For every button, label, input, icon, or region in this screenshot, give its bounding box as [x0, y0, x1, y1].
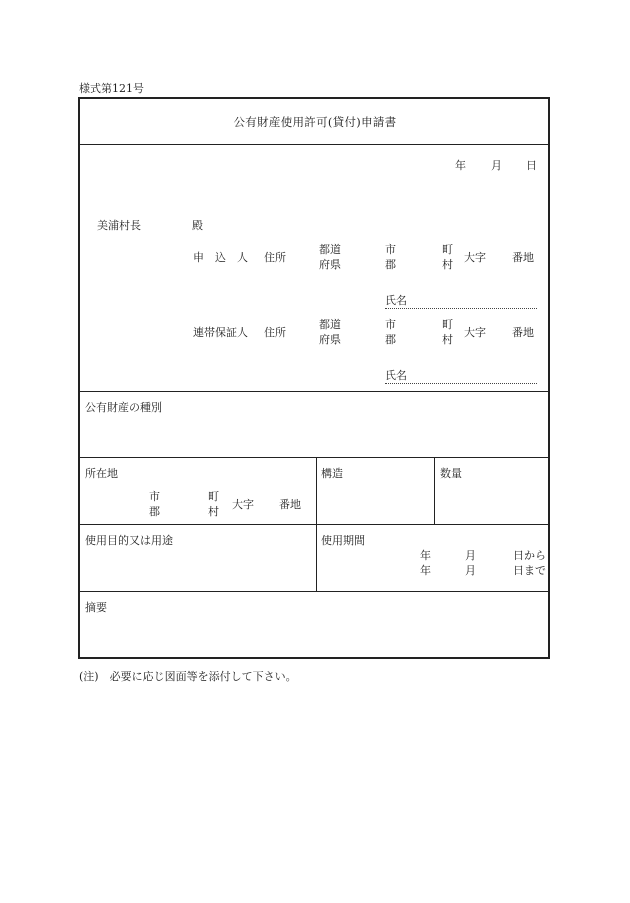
purpose-label: 使用目的又は用途: [85, 534, 173, 547]
divider: [80, 457, 550, 458]
applicant-name-label: 氏名: [385, 294, 407, 307]
guarantor-town-label-2: 村: [442, 333, 453, 346]
guarantor-oaza-label: 大字: [464, 326, 486, 339]
guarantor-prefecture-label-2: 府県: [319, 333, 341, 346]
applicant-address-label: 住所: [264, 251, 286, 264]
applicant-banchi-label: 番地: [512, 251, 534, 264]
applicant-oaza-label: 大字: [464, 251, 486, 264]
addressee-honorific: 殿: [192, 219, 203, 232]
period-start-day-label: 日から: [513, 549, 546, 562]
application-form: [78, 97, 550, 659]
applicant-city-label-1: 市: [385, 243, 396, 256]
applicant-town-label-1: 町: [442, 243, 453, 256]
period-end-month-label: 月: [465, 564, 476, 577]
divider: [80, 591, 550, 592]
divider: [434, 457, 435, 524]
location-label: 所在地: [85, 467, 118, 480]
form-number: 様式第121号: [79, 82, 144, 95]
addressee-name: 美浦村長: [97, 219, 141, 232]
applicant-prefecture-label-2: 府県: [319, 258, 341, 271]
form-title: 公有財産使用許可(貸付)申請書: [233, 115, 397, 129]
guarantor-name-label: 氏名: [385, 369, 407, 382]
period-end-day-label: 日まで: [513, 564, 546, 577]
applicant-town-label-2: 村: [442, 258, 453, 271]
location-town-label-1: 町: [208, 490, 219, 503]
quantity-label: 数量: [440, 467, 462, 480]
location-city-label-2: 郡: [149, 505, 160, 518]
applicant-city-label-2: 郡: [385, 258, 396, 271]
divider: [80, 144, 550, 145]
guarantor-town-label-1: 町: [442, 318, 453, 331]
guarantor-prefecture-label-1: 都道: [319, 318, 341, 331]
date-year-label: 年: [455, 159, 466, 172]
guarantor-city-label-2: 郡: [385, 333, 396, 346]
guarantor-name-line: [385, 383, 537, 384]
structure-label: 構造: [321, 467, 343, 480]
footnote: (注) 必要に応じ図面等を添付して下さい。: [79, 670, 297, 683]
guarantor-role-label: 連帯保証人: [193, 326, 248, 339]
period-start-month-label: 月: [465, 549, 476, 562]
period-start-year-label: 年: [420, 549, 431, 562]
location-city-label-1: 市: [149, 490, 160, 503]
divider: [80, 524, 550, 525]
location-oaza-label: 大字: [232, 498, 254, 511]
location-town-label-2: 村: [208, 505, 219, 518]
property-type-label: 公有財産の種別: [85, 401, 162, 414]
period-end-year-label: 年: [420, 564, 431, 577]
date-month-label: 月: [491, 159, 502, 172]
date-day-label: 日: [526, 159, 537, 172]
guarantor-address-label: 住所: [264, 326, 286, 339]
period-label: 使用期間: [321, 534, 365, 547]
applicant-prefecture-label-1: 都道: [319, 243, 341, 256]
summary-label: 摘要: [85, 601, 107, 614]
divider: [80, 391, 550, 392]
applicant-role-label: 申 込 人: [193, 251, 248, 264]
applicant-name-line: [385, 308, 537, 309]
guarantor-city-label-1: 市: [385, 318, 396, 331]
guarantor-banchi-label: 番地: [512, 326, 534, 339]
location-banchi-label: 番地: [279, 498, 301, 511]
